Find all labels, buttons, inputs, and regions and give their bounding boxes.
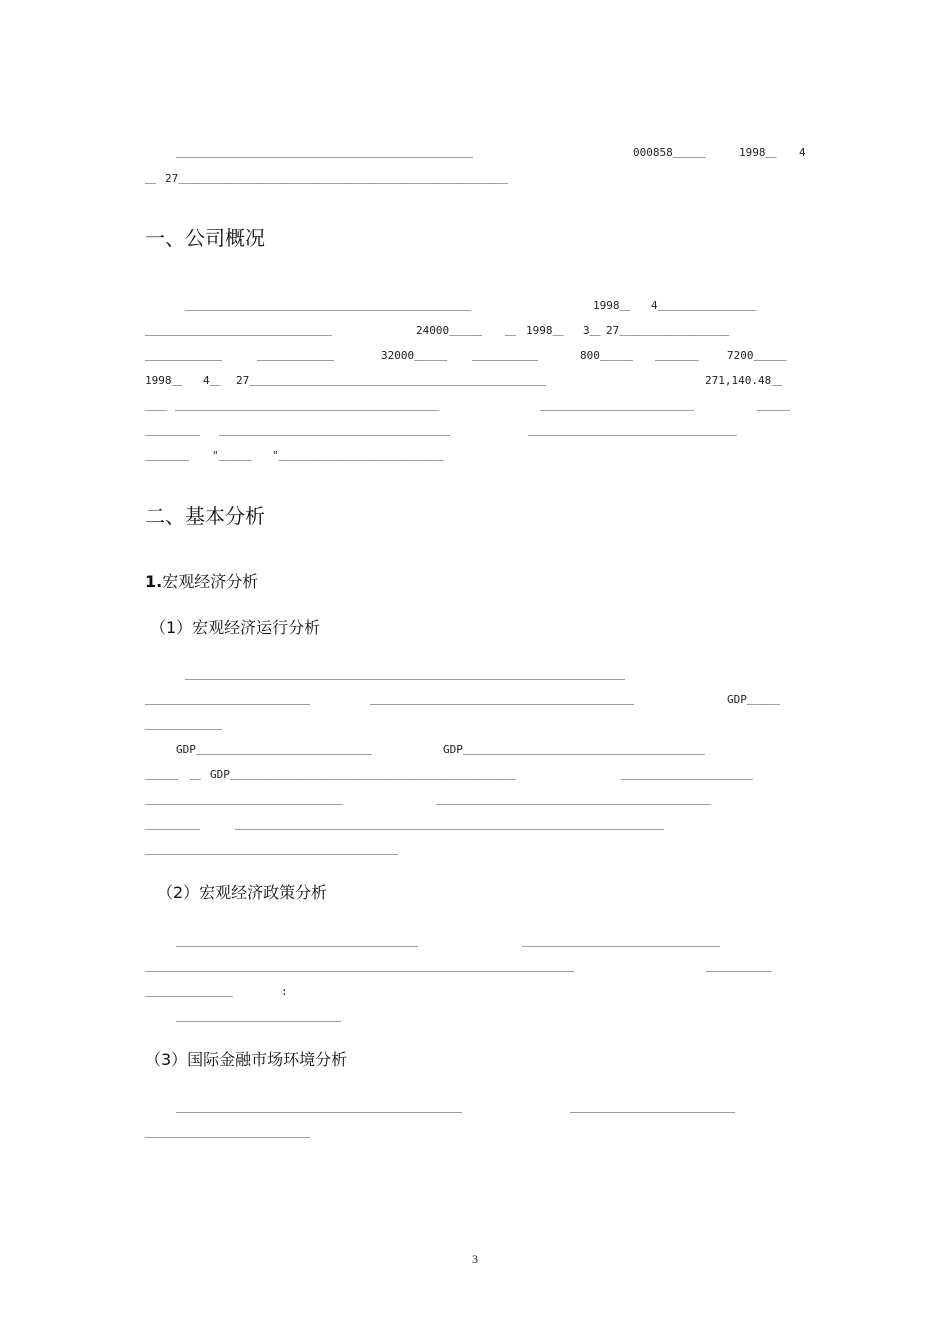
overview-text: 3＿ (583, 324, 601, 337)
policy-text: : (281, 985, 288, 998)
intl-finance-text: ＿＿＿＿＿＿＿＿＿＿＿＿＿＿＿ (570, 1101, 735, 1114)
intl-finance-text: ＿＿＿＿＿＿＿＿＿＿＿＿＿＿＿＿＿＿＿＿＿＿＿＿＿＿ (176, 1101, 462, 1114)
overview-text: ＿＿＿ (757, 399, 790, 412)
macro-text: ＿＿＿＿＿＿＿＿＿＿＿＿＿＿＿＿＿＿＿＿＿＿＿＿＿＿＿＿＿＿＿＿＿＿＿＿＿＿＿ (235, 818, 664, 831)
overview-text: 27＿＿＿＿＿＿＿＿＿＿ (606, 324, 730, 337)
subsection-title: 宏观经济分析 (162, 572, 259, 591)
overview-text: 32000＿＿＿ (381, 349, 448, 362)
overview-text: ＿＿＿＿＿＿＿＿＿＿＿＿＿＿＿＿＿＿＿＿＿＿＿＿＿＿ (185, 299, 471, 312)
overview-text: 7200＿＿＿ (727, 349, 787, 362)
overview-text: 1998＿ (593, 299, 631, 312)
page-number: 3 (472, 1252, 478, 1266)
macro-text: ＿＿＿＿＿＿＿＿＿＿＿＿＿＿＿＿＿＿＿＿＿＿＿＿＿ (436, 793, 711, 806)
subsection-heading-macro-policy: （2）宏观经济政策分析 (157, 883, 328, 902)
overview-text: ＿＿＿＿ (655, 349, 699, 362)
overview-text: ＿＿＿＿＿＿＿＿＿＿＿＿＿＿＿＿＿ (145, 324, 332, 337)
subsection-number: 1. (145, 572, 163, 591)
overview-text: 271,140.48＿ (705, 374, 783, 387)
overview-text: 800＿＿＿ (580, 349, 633, 362)
macro-text: ＿＿＿＿＿ (145, 818, 200, 831)
intro-text: 27＿＿＿＿＿＿＿＿＿＿＿＿＿＿＿＿＿＿＿＿＿＿＿＿＿＿＿＿＿＿ (165, 172, 509, 185)
macro-text: ＿＿＿＿＿＿＿＿＿＿＿＿＿＿＿＿＿＿ (145, 793, 343, 806)
macro-text: ＿＿＿＿＿＿＿ (145, 718, 222, 731)
policy-text: ＿＿＿＿＿＿＿＿ (145, 985, 233, 998)
subsection-heading-intl-finance: （3）国际金融市场环境分析 (145, 1050, 348, 1069)
overview-text: ＿ (505, 324, 516, 337)
overview-text: "＿＿＿＿＿＿＿＿＿＿＿＿＿＿＿ (272, 449, 444, 462)
overview-text: ＿＿ (145, 399, 167, 412)
overview-text: ＿＿＿＿＿＿＿ (145, 349, 222, 362)
macro-text: ＿＿＿＿＿＿＿＿＿＿＿＿＿＿＿＿＿＿＿＿＿＿＿ (145, 843, 398, 856)
policy-text: ＿＿＿＿＿＿ (706, 960, 772, 973)
macro-text: GDP＿＿＿＿＿＿＿＿＿＿＿＿＿＿＿＿＿＿＿＿＿＿ (443, 743, 705, 756)
macro-text: GDP＿＿＿＿＿＿＿＿＿＿＿＿＿＿＿＿＿＿＿＿＿＿＿＿＿＿ (210, 768, 516, 781)
macro-text: ＿＿＿＿＿＿＿＿＿＿＿＿＿＿＿ (145, 693, 310, 706)
intro-month: 4 (799, 146, 806, 159)
subsection-heading-macro (145, 572, 258, 592)
macro-text: GDP＿＿＿＿＿＿＿＿＿＿＿＿＿＿＿＿ (176, 743, 372, 756)
macro-text: ＿＿＿ (145, 768, 178, 781)
overview-text: ＿＿＿＿＿ (145, 424, 200, 437)
overview-text: "＿＿＿ (212, 449, 252, 462)
overview-text: 1998＿ (145, 374, 183, 387)
policy-text: ＿＿＿＿＿＿＿＿＿＿＿＿＿＿＿＿＿＿＿＿＿＿ (176, 935, 418, 948)
intro-text: ＿ (145, 172, 156, 185)
overview-text: 4＿ (203, 374, 221, 387)
policy-text: ＿＿＿＿＿＿＿＿＿＿＿＿＿＿＿ (176, 1010, 341, 1023)
macro-text: ＿＿＿＿＿＿＿＿＿＿＿＿＿＿＿＿＿＿＿＿＿＿＿＿ (370, 693, 634, 706)
macro-text: GDP＿＿＿ (727, 693, 780, 706)
intro-year: 1998＿ (739, 146, 777, 159)
intl-finance-text: ＿＿＿＿＿＿＿＿＿＿＿＿＿＿＿ (145, 1126, 310, 1139)
intro-text: ＿＿＿＿＿＿＿＿＿＿＿＿＿＿＿＿＿＿＿＿＿＿＿＿＿＿＿ (176, 146, 473, 159)
intro-stock-code: 000858＿＿＿ (633, 146, 706, 159)
overview-text: ＿＿＿＿＿＿＿＿＿＿＿＿＿＿＿＿＿＿＿ (528, 424, 737, 437)
overview-text: 4＿＿＿＿＿＿＿＿＿ (651, 299, 757, 312)
macro-text: ＿＿＿＿＿＿＿＿＿＿＿＿ (621, 768, 753, 781)
overview-text: ＿＿＿＿＿＿＿ (257, 349, 334, 362)
overview-text: ＿＿＿＿＿＿ (472, 349, 538, 362)
macro-text: ＿＿＿＿＿＿＿＿＿＿＿＿＿＿＿＿＿＿＿＿＿＿＿＿＿＿＿＿＿＿＿＿＿＿＿＿＿＿＿＿ (185, 668, 625, 681)
overview-text: 1998＿ (526, 324, 564, 337)
overview-text: ＿＿＿＿＿＿＿＿＿＿＿＿＿＿＿＿＿＿＿＿＿ (219, 424, 450, 437)
overview-text: 27＿＿＿＿＿＿＿＿＿＿＿＿＿＿＿＿＿＿＿＿＿＿＿＿＿＿＿ (236, 374, 547, 387)
policy-text: ＿＿＿＿＿＿＿＿＿＿＿＿＿＿＿＿＿＿ (522, 935, 720, 948)
overview-text: ＿＿＿＿＿＿＿＿＿＿＿＿＿＿＿＿＿＿＿＿＿＿＿＿ (175, 399, 439, 412)
overview-text: ＿＿＿＿ (145, 449, 189, 462)
section-heading-company-overview: 一、公司概况 (145, 226, 265, 250)
overview-text: ＿＿＿＿＿＿＿＿＿＿＿＿＿＿ (540, 399, 694, 412)
section-heading-basic-analysis: 二、基本分析 (145, 504, 265, 528)
macro-text: ＿ (190, 768, 201, 781)
overview-text: 24000＿＿＿ (416, 324, 483, 337)
policy-text: ＿＿＿＿＿＿＿＿＿＿＿＿＿＿＿＿＿＿＿＿＿＿＿＿＿＿＿＿＿＿＿＿＿＿＿＿＿＿＿ (145, 960, 574, 973)
subsection-heading-macro-operation: （1）宏观经济运行分析 (150, 618, 321, 637)
